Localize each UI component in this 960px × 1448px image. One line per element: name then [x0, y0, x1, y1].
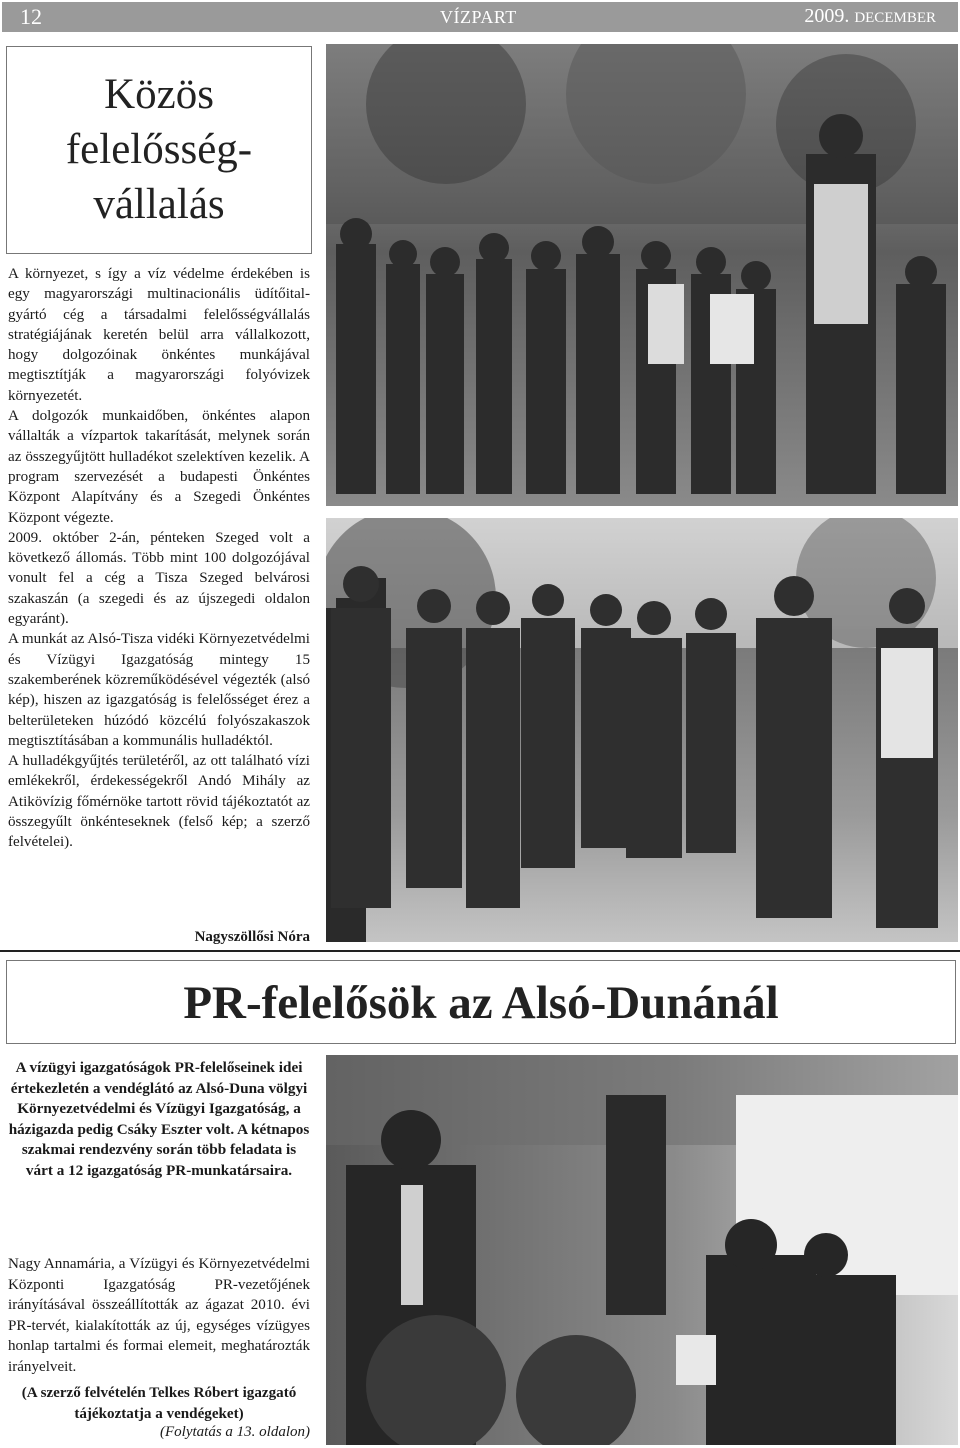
article1-title	[7, 67, 311, 232]
page-header	[2, 2, 958, 32]
article1-title-line: felelősség-	[65, 126, 253, 173]
article2-photo-caption: (A szerző felvételén Telkes Róbert igazgató tájékoztatja a vendégeket)	[21, 1385, 297, 1422]
article2-title: PR-felelősök az Alsó-Dunánál	[183, 977, 779, 1029]
article1-title-line: vállalás	[93, 181, 225, 228]
article1-paragraph: A munkát az Alsó-Tisza vidéki Környezetvédelmi és Vízügyi Igazgatóság mintegy 15 szakemberének közreműködésével végezték (alsó kép), hiszen az igazgatóság is felelősséget érez a belterületeken húzódó közcélú folyószakaszok megtisztításában a kommunális hulladéktól.	[8, 631, 310, 749]
issue-date	[804, 5, 936, 28]
article1-author: Nagyszöllősi Nóra	[194, 929, 310, 945]
article2-title-box	[6, 960, 956, 1044]
article1-paragraph: A hulladékgyűjtés területéről, az ott található vízi emlékekről, érdekességekről Andó Mihály az Atikövízig főmérnöke tartott rövid tájékoztatót az összegyűlt önkénteseknek (felső kép; a szerző felvételei).	[8, 753, 310, 851]
article1-title-box	[6, 46, 312, 254]
section-divider	[0, 950, 960, 952]
article1-paragraph: A dolgozók munkaidőben, önkéntes alapon vállalták a vízpartok takarítását, melynek során az összegyűjtött hulladékot szelektíven kezelik. A program szervezését a budapesti Önkéntes Központ Alapítvány és a Szegedi Önkéntes Központ végezte.	[8, 408, 310, 526]
photo-conference-room	[326, 1055, 958, 1445]
photo-experts-riverbank	[326, 518, 958, 942]
article2-body: Nagy Annamária, a Vízügyi és Környezetvédelmi Központi Igazgatóság PR-vezetőjének irányításával összeállították az ágazat 2010. évi PR-tervét, kialakították az új, egységes vízügyes honlap tartalmi és formai elemeit, meghatározták irányelveit.	[8, 1256, 310, 1375]
issue-year: 2009.	[804, 5, 850, 27]
page-number: 12	[20, 4, 42, 29]
article1-body	[8, 264, 310, 853]
article1-paragraph: A környezet, s így a víz védelme érdekében is egy magyarországi multinacionális üdítőital-gyártó cég a társadalmi felelősségvállalás stratégiájának keretén belül arra vállalkozott, hogy dolgozóinak önkéntes munkájával megtisztítják a magyarországi folyóvizek környezetét.	[8, 266, 310, 404]
article1-title-line: Közös	[104, 71, 214, 118]
issue-month: DECEMBER	[854, 10, 936, 26]
magazine-name: VÍZPART	[440, 7, 517, 27]
article1-paragraph: 2009. október 2-án, pénteken Szeged volt a következő állomás. Több mint 100 dolgozójával vonult fel a cég a Tisza Szeged belvárosi szakaszán (a szegedi és az újszegedi oldalon egyaránt).	[8, 529, 310, 628]
photo-volunteers-forest	[326, 44, 958, 506]
article2-lead: A vízügyi igazgatóságok PR-felelőseinek idei értekezletén a vendéglátó az Alsó-Duna völgyi Környezetvédelmi és Vízügyi Igazgatóság, a házigazda pedig Csáky Eszter volt. A kétnapos szakmai rendezvény során több feladata is várt a 12 igazgatóság PR-munkatársaira.	[8, 1059, 310, 1179]
continued-note: (Folytatás a 13. oldalon)	[160, 1424, 310, 1440]
